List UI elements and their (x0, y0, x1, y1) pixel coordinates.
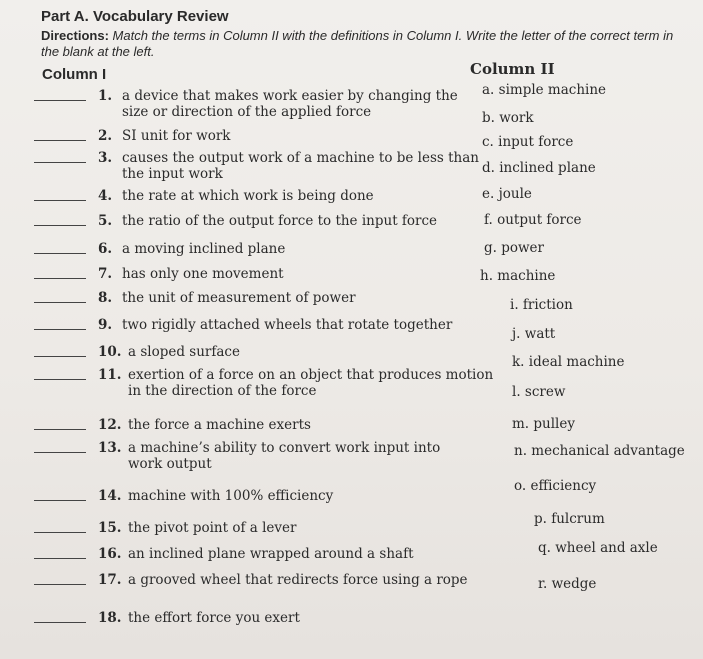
item-number: 4. (98, 188, 113, 204)
term-text: wedge (551, 576, 597, 592)
term-letter: b. (482, 110, 495, 126)
item-number: 11. (98, 367, 122, 383)
term-text: machine (497, 268, 556, 284)
answer-blank[interactable] (34, 584, 86, 585)
term-item (514, 443, 685, 459)
term-item (514, 478, 596, 494)
term-item (482, 186, 532, 202)
answer-blank[interactable] (34, 452, 86, 453)
definition-text: the effort force you exert (128, 610, 300, 626)
term-item (480, 268, 555, 284)
item-number: 17. (98, 572, 122, 588)
item-number: 5. (98, 213, 113, 229)
definition-text: machine with 100% efficiency (128, 488, 334, 504)
term-letter: d. (482, 160, 495, 176)
definition-text: the unit of measurement of power (122, 290, 356, 306)
term-text: watt (524, 326, 556, 342)
definition-text: a device that makes work easier by changing the (122, 88, 458, 104)
term-item (512, 384, 565, 400)
term-item (510, 297, 573, 313)
term-letter: m. (512, 416, 530, 432)
directions-line-1 (41, 28, 673, 43)
definition-text: a grooved wheel that redirects force using a rope (128, 572, 468, 588)
item-number: 6. (98, 241, 113, 257)
answer-blank[interactable] (34, 162, 86, 163)
term-text: output force (497, 212, 582, 228)
term-letter: h. (480, 268, 493, 284)
item-number: 16. (98, 546, 122, 562)
term-text: joule (498, 186, 532, 202)
answer-blank[interactable] (34, 302, 86, 303)
definition-text: an inclined plane wrapped around a shaft (128, 546, 414, 562)
term-text: inclined plane (499, 160, 596, 176)
definition-text: a machine’s ability to convert work input into (128, 440, 441, 456)
definition-text-continued: size or direction of the applied force (122, 104, 372, 120)
term-text: power (501, 240, 545, 256)
item-number: 8. (98, 290, 113, 306)
term-item (512, 354, 625, 370)
definition-text: the pivot point of a lever (128, 520, 297, 536)
definition-text: the force a machine exerts (128, 417, 311, 433)
directions-text: Match the terms in Column II with the definitions in Column I. Write the letter of the correct term in (112, 28, 674, 43)
definition-text: causes the output work of a machine to be less than (122, 150, 479, 166)
answer-blank[interactable] (34, 379, 86, 380)
term-item (512, 416, 575, 432)
term-letter: p. (534, 511, 547, 527)
answer-blank[interactable] (34, 558, 86, 559)
term-text: pulley (533, 416, 575, 432)
item-number: 15. (98, 520, 122, 536)
definition-text: a moving inclined plane (122, 241, 286, 257)
term-text: work (499, 110, 534, 126)
answer-blank[interactable] (34, 200, 86, 201)
item-number: 3. (98, 150, 113, 166)
term-letter: l. (512, 384, 521, 400)
term-letter: f. (484, 212, 493, 228)
answer-blank[interactable] (34, 140, 86, 141)
answer-blank[interactable] (34, 225, 86, 226)
directions-line-2: the blank at the left. (41, 44, 155, 59)
item-number: 12. (98, 417, 122, 433)
directions-label: Directions: (41, 28, 109, 43)
term-item (482, 110, 534, 126)
term-text: wheel and axle (555, 540, 658, 556)
term-letter: g. (484, 240, 497, 256)
item-number: 7. (98, 266, 113, 282)
term-letter: i. (510, 297, 519, 313)
term-text: fulcrum (551, 511, 605, 527)
term-text: screw (524, 384, 566, 400)
item-number: 18. (98, 610, 122, 626)
definition-text: a sloped surface (128, 344, 240, 360)
definition-text: the ratio of the output force to the input force (122, 213, 438, 229)
answer-blank[interactable] (34, 356, 86, 357)
answer-blank[interactable] (34, 622, 86, 623)
answer-blank[interactable] (34, 532, 86, 533)
column-2-heading: Column II (470, 60, 555, 78)
item-number: 1. (98, 88, 113, 104)
answer-blank[interactable] (34, 253, 86, 254)
definition-text: the rate at which work is being done (122, 188, 374, 204)
term-text: mechanical advantage (531, 443, 685, 459)
term-letter: o. (514, 478, 527, 494)
term-item (538, 576, 596, 592)
term-letter: e. (482, 186, 495, 202)
answer-blank[interactable] (34, 278, 86, 279)
item-number: 10. (98, 344, 122, 360)
term-letter: n. (514, 443, 527, 459)
term-item (534, 511, 605, 527)
definition-text-continued: work output (128, 456, 212, 472)
item-number: 14. (98, 488, 122, 504)
answer-blank[interactable] (34, 329, 86, 330)
term-item (482, 160, 596, 176)
definition-text-continued: in the direction of the force (128, 383, 317, 399)
term-letter: a. (482, 82, 495, 98)
definition-text: exertion of a force on an object that produces motion (128, 367, 494, 383)
term-item (538, 540, 658, 556)
definition-text: SI unit for work (122, 128, 231, 144)
term-item (482, 82, 606, 98)
term-letter: c. (482, 134, 494, 150)
term-item (484, 240, 544, 256)
term-letter: q. (538, 540, 551, 556)
answer-blank[interactable] (34, 100, 86, 101)
item-number: 9. (98, 317, 113, 333)
definition-text: has only one movement (122, 266, 284, 282)
answer-blank[interactable] (34, 500, 86, 501)
item-number: 13. (98, 440, 122, 456)
answer-blank[interactable] (34, 429, 86, 430)
term-text: efficiency (530, 478, 597, 494)
term-item (512, 326, 555, 342)
item-number: 2. (98, 128, 113, 144)
term-text: friction (522, 297, 573, 313)
term-text: simple machine (498, 82, 607, 98)
section-title: Part A. Vocabulary Review (41, 8, 229, 25)
term-text: input force (498, 134, 574, 150)
term-item (484, 212, 582, 228)
term-text: ideal machine (528, 354, 625, 370)
term-letter: r. (538, 576, 548, 592)
definition-text-continued: the input work (122, 166, 223, 182)
column-1-heading: Column I (42, 66, 107, 83)
term-item (482, 134, 573, 150)
definition-text: two rigidly attached wheels that rotate together (122, 317, 453, 333)
term-letter: k. (512, 354, 525, 370)
term-letter: j. (512, 326, 521, 342)
